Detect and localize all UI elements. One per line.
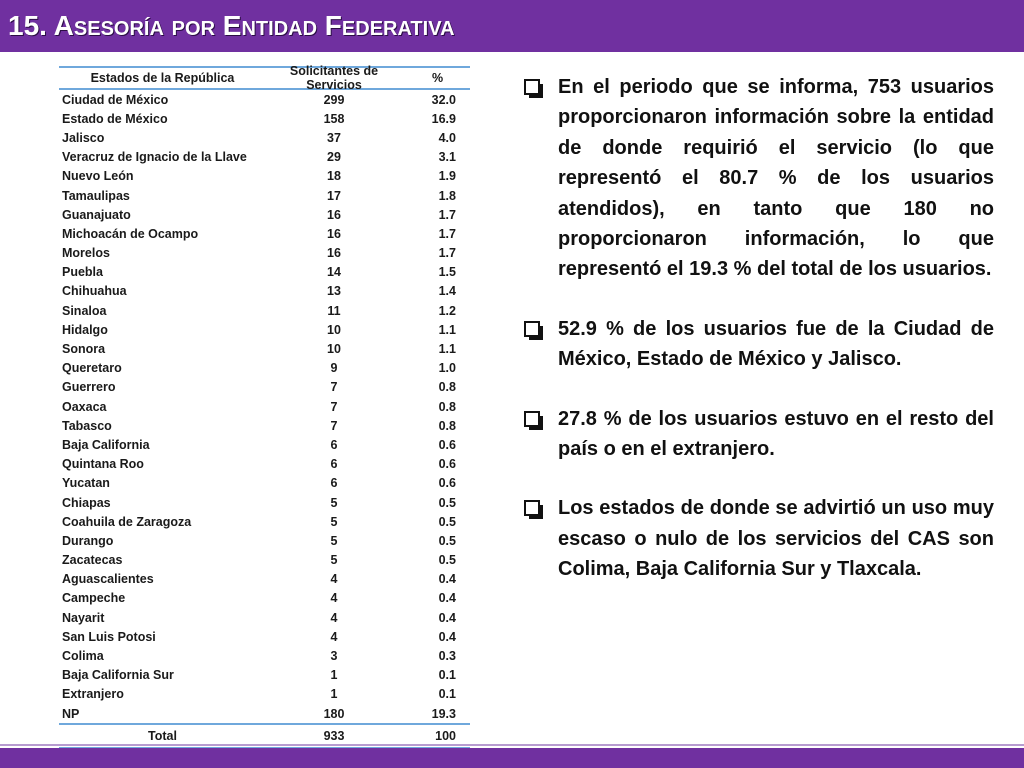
cell-count: 29 (327, 150, 341, 165)
table-row (59, 416, 470, 435)
cell-percent: 0.5 (438, 553, 456, 568)
cell-percent: 0.5 (438, 514, 456, 529)
cell-percent: 0.5 (438, 533, 456, 548)
cell-state: Puebla (62, 265, 103, 280)
table-header-row (59, 66, 470, 90)
cell-count: 7 (330, 399, 338, 414)
table-row (59, 339, 470, 358)
table-row (59, 205, 470, 224)
cell-count: 1 (330, 668, 338, 683)
cell-percent: 1.7 (438, 207, 456, 222)
cell-state: Baja California (62, 437, 150, 452)
cell-state: Tamaulipas (62, 188, 130, 203)
cell-count: 5 (330, 514, 338, 529)
cell-count: 4 (330, 572, 338, 587)
cell-percent: 19.3 (431, 706, 456, 721)
cell-state: Durango (62, 533, 114, 548)
cell-count: 6 (330, 457, 338, 472)
cell-count: 37 (327, 130, 341, 145)
cell-state: Nuevo León (62, 169, 134, 184)
cell-percent: 0.5 (438, 495, 456, 510)
cell-percent: 1.5 (438, 265, 456, 280)
cell-percent: 0.4 (438, 610, 456, 625)
table-row (59, 608, 470, 627)
table-row (59, 359, 470, 378)
cell-count: 158 (323, 111, 345, 126)
cell-state: Morelos (62, 246, 110, 261)
table-row (59, 128, 470, 147)
bullet-text: Los estados de donde se advirtió un uso muy escaso o nulo de los servicios del CAS son Colima, Baja California Sur y Tlaxcala. (558, 497, 994, 581)
checkbox-bullet-icon (524, 79, 540, 95)
cell-count: 16 (327, 226, 341, 241)
table-row (59, 263, 470, 282)
footer-band (0, 748, 1024, 768)
table-row (59, 244, 470, 263)
cell-count: 7 (330, 418, 338, 433)
cell-state: Yucatan (62, 476, 110, 491)
total-count: 933 (323, 729, 345, 744)
table-row (59, 378, 470, 397)
cell-count: 4 (330, 610, 338, 625)
table-row (59, 589, 470, 608)
cell-percent: 4.0 (438, 130, 456, 145)
table-row (59, 531, 470, 550)
cell-count: 1 (330, 687, 338, 702)
cell-state: Sinaloa (62, 303, 107, 318)
cell-percent: 1.7 (438, 226, 456, 241)
cell-count: 299 (323, 92, 345, 107)
table-row (59, 282, 470, 301)
cell-state: Queretaro (62, 361, 122, 376)
cell-state: Veracruz de Ignacio de la Llave (62, 150, 247, 165)
cell-count: 6 (330, 437, 338, 452)
cell-state: Ciudad de México (62, 92, 169, 107)
cell-percent: 1.8 (438, 188, 456, 203)
table-row (59, 224, 470, 243)
cell-percent: 1.0 (438, 361, 456, 376)
table-row (59, 685, 470, 704)
bullet-item (524, 72, 994, 285)
table-row (59, 455, 470, 474)
cell-percent: 1.4 (438, 284, 456, 299)
cell-count: 11 (327, 303, 341, 318)
cell-count: 6 (330, 476, 338, 491)
cell-state: Chiapas (62, 495, 111, 510)
cell-count: 4 (330, 629, 338, 644)
cell-state: Guanajuato (62, 207, 131, 222)
cell-percent: 16.9 (431, 111, 456, 126)
bullet-item (524, 493, 994, 584)
bullet-item (524, 404, 994, 465)
cell-percent: 0.3 (438, 649, 456, 664)
table-row (59, 666, 470, 685)
header-applicants: Solicitantes de Servicios (289, 64, 379, 92)
cell-state: NP (62, 706, 80, 721)
table-row (59, 109, 470, 128)
cell-count: 7 (330, 380, 338, 395)
table-row (59, 186, 470, 205)
cell-state: Colima (62, 649, 104, 664)
cell-count: 13 (327, 284, 341, 299)
slide-title: 15. Asesoría por Entidad Federativa (8, 10, 455, 41)
cell-state: Chihuahua (62, 284, 127, 299)
bullet-text: 52.9 % de los usuarios fue de la Ciudad de México, Estado de México y Jalisco. (558, 317, 994, 371)
table-row (59, 551, 470, 570)
cell-count: 17 (327, 188, 341, 203)
cell-state: Oaxaca (62, 399, 107, 414)
bullet-list (524, 72, 994, 614)
table-row (59, 474, 470, 493)
table-row (59, 512, 470, 531)
bullet-text: 27.8 % de los usuarios estuvo en el resto del país o en el extranjero. (558, 407, 994, 461)
table-body (59, 90, 470, 723)
cell-count: 9 (330, 361, 338, 376)
cell-state: Campeche (62, 591, 126, 606)
cell-state: Baja California Sur (62, 668, 174, 683)
cell-percent: 1.7 (438, 246, 456, 261)
cell-percent: 1.1 (438, 322, 456, 337)
table-row (59, 570, 470, 589)
cell-percent: 0.1 (438, 668, 456, 683)
cell-state: Quintana Roo (62, 457, 144, 472)
cell-percent: 1.1 (438, 342, 456, 357)
total-percent: 100 (435, 729, 456, 744)
cell-percent: 0.6 (438, 457, 456, 472)
table-row (59, 493, 470, 512)
cell-count: 5 (330, 533, 338, 548)
table-row (59, 704, 470, 723)
table-row (59, 148, 470, 167)
cell-count: 10 (327, 322, 341, 337)
cell-state: Tabasco (62, 418, 112, 433)
cell-state: Zacatecas (62, 553, 123, 568)
cell-percent: 32.0 (431, 92, 456, 107)
cell-count: 18 (327, 169, 341, 184)
bullet-item (524, 314, 994, 375)
cell-percent: 0.1 (438, 687, 456, 702)
checkbox-bullet-icon (524, 500, 540, 516)
table-row (59, 397, 470, 416)
cell-percent: 0.8 (438, 380, 456, 395)
footer-divider (0, 744, 1024, 746)
cell-percent: 1.9 (438, 169, 456, 184)
checkbox-bullet-icon (524, 411, 540, 427)
cell-percent: 1.2 (438, 303, 456, 318)
cell-percent: 0.4 (438, 572, 456, 587)
cell-count: 16 (327, 207, 341, 222)
table-row (59, 627, 470, 646)
table-row (59, 301, 470, 320)
cell-state: Extranjero (62, 687, 124, 702)
cell-percent: 0.8 (438, 399, 456, 414)
states-table (59, 66, 470, 749)
cell-percent: 0.4 (438, 591, 456, 606)
cell-count: 4 (330, 591, 338, 606)
cell-count: 14 (327, 265, 341, 280)
cell-state: Sonora (62, 342, 106, 357)
cell-count: 5 (330, 553, 338, 568)
cell-percent: 3.1 (438, 150, 456, 165)
cell-count: 3 (330, 649, 338, 664)
table-row (59, 646, 470, 665)
cell-state: Coahuila de Zaragoza (62, 514, 192, 529)
header-states: Estados de la República (90, 71, 235, 85)
cell-count: 10 (327, 342, 341, 357)
cell-state: San Luis Potosi (62, 629, 156, 644)
bullet-text: En el periodo que se informa, 753 usuarios proporcionaron información sobre la entidad de donde requirió el servicio (lo que representó el 80.7 % de los usuarios atendidos), en tanto que 180 no proporcionaron información, lo que representó el 19.3 % del total de los usuarios. (558, 76, 994, 281)
cell-percent: 0.8 (438, 418, 456, 433)
cell-count: 180 (323, 706, 345, 721)
cell-state: Guerrero (62, 380, 116, 395)
table-row (59, 435, 470, 454)
checkbox-bullet-icon (524, 321, 540, 337)
cell-count: 5 (330, 495, 338, 510)
table-row (59, 167, 470, 186)
cell-percent: 0.4 (438, 629, 456, 644)
cell-count: 16 (327, 246, 341, 261)
table-row (59, 90, 470, 109)
cell-state: Estado de México (62, 111, 168, 126)
cell-state: Jalisco (62, 130, 105, 145)
cell-state: Nayarit (62, 610, 105, 625)
cell-state: Hidalgo (62, 322, 108, 337)
cell-percent: 0.6 (438, 476, 456, 491)
cell-state: Michoacán de Ocampo (62, 226, 199, 241)
table-row (59, 320, 470, 339)
total-label: Total (148, 729, 177, 744)
header-percent: % (431, 71, 444, 85)
cell-percent: 0.6 (438, 437, 456, 452)
cell-state: Aguascalientes (62, 572, 154, 587)
